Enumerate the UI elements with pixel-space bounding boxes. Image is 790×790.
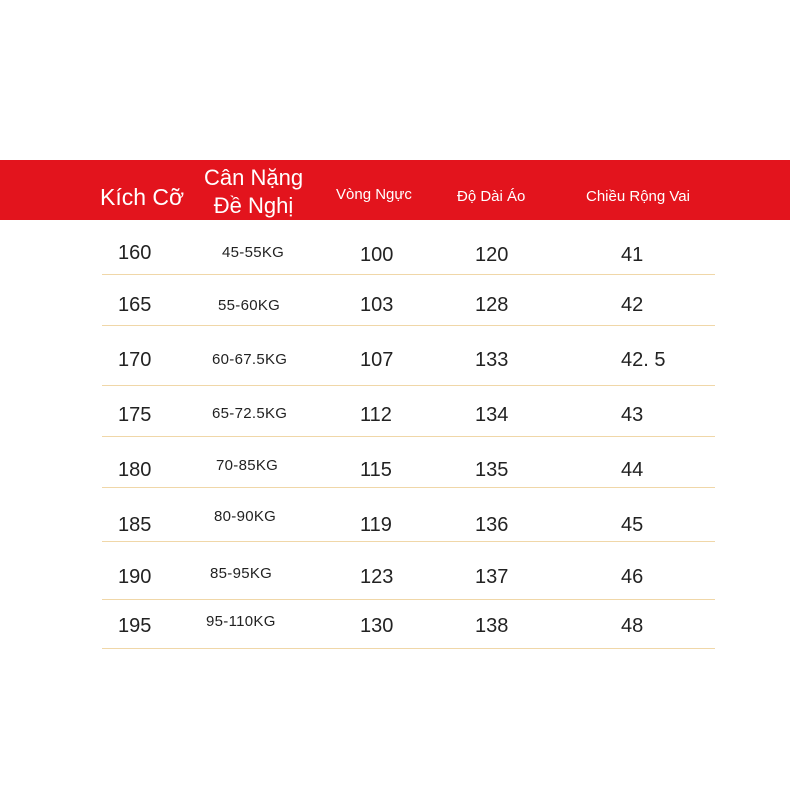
cell-chest: 123 (360, 566, 394, 588)
table-row (0, 347, 790, 397)
cell-weight: 45-55KG (222, 244, 285, 261)
cell-shoulder: 42 (621, 294, 644, 316)
cell-chest: 103 (360, 294, 394, 316)
header-weight-line1: Cân Nặng (204, 165, 304, 190)
cell-length: 137 (475, 566, 509, 588)
cell-shoulder: 41 (621, 244, 644, 266)
cell-weight: 55-60KG (218, 297, 281, 314)
cell-size: 170 (118, 349, 152, 371)
cell-length: 134 (475, 404, 509, 426)
cell-chest: 107 (360, 349, 394, 371)
header-shoulder: Chiều Rộng Vai (586, 188, 690, 205)
row-divider (102, 274, 715, 275)
row-divider (102, 648, 715, 649)
cell-shoulder: 44 (621, 459, 644, 481)
cell-shoulder: 42. 5 (621, 349, 666, 371)
cell-weight: 70-85KG (216, 457, 279, 474)
cell-size: 190 (118, 566, 152, 588)
row-divider (102, 541, 715, 542)
cell-chest: 112 (360, 404, 392, 426)
row-divider (102, 325, 715, 326)
header-chest: Vòng Ngực (336, 186, 412, 203)
cell-chest: 115 (360, 459, 392, 481)
table-row (0, 508, 790, 562)
cell-chest: 130 (360, 615, 394, 637)
row-divider (102, 599, 715, 600)
cell-length: 136 (475, 514, 509, 536)
cell-weight: 80-90KG (214, 508, 277, 525)
cell-weight: 95-110KG (206, 613, 276, 630)
header-weight (204, 164, 303, 220)
header-size: Kích Cỡ (100, 184, 185, 210)
header-length: Độ Dài Áo (457, 188, 526, 205)
table-row (0, 613, 790, 663)
cell-shoulder: 45 (621, 514, 644, 536)
row-divider (102, 385, 715, 386)
cell-size: 180 (118, 459, 152, 481)
cell-shoulder: 43 (621, 404, 644, 426)
table-row (0, 240, 790, 290)
cell-length: 135 (475, 459, 509, 481)
cell-weight: 60-67.5KG (212, 351, 288, 368)
cell-size: 165 (118, 294, 152, 316)
cell-length: 120 (475, 244, 509, 266)
cell-length: 138 (475, 615, 509, 637)
cell-weight: 65-72.5KG (212, 405, 288, 422)
cell-length: 133 (475, 349, 509, 371)
row-divider (102, 487, 715, 488)
cell-size: 175 (118, 404, 152, 426)
table-row (0, 292, 790, 342)
cell-shoulder: 46 (621, 566, 644, 588)
table-row (0, 564, 790, 614)
cell-shoulder: 48 (621, 615, 644, 637)
cell-weight: 85-95KG (210, 565, 273, 582)
row-divider (102, 436, 715, 437)
header-weight-line2: Đề Nghị (213, 193, 294, 218)
table-row (0, 402, 790, 452)
table-row (0, 457, 790, 507)
cell-chest: 119 (360, 514, 392, 536)
cell-size: 185 (118, 514, 152, 536)
cell-length: 128 (475, 294, 509, 316)
cell-chest: 100 (360, 244, 394, 266)
cell-size: 195 (118, 615, 152, 637)
cell-size: 160 (118, 242, 152, 264)
